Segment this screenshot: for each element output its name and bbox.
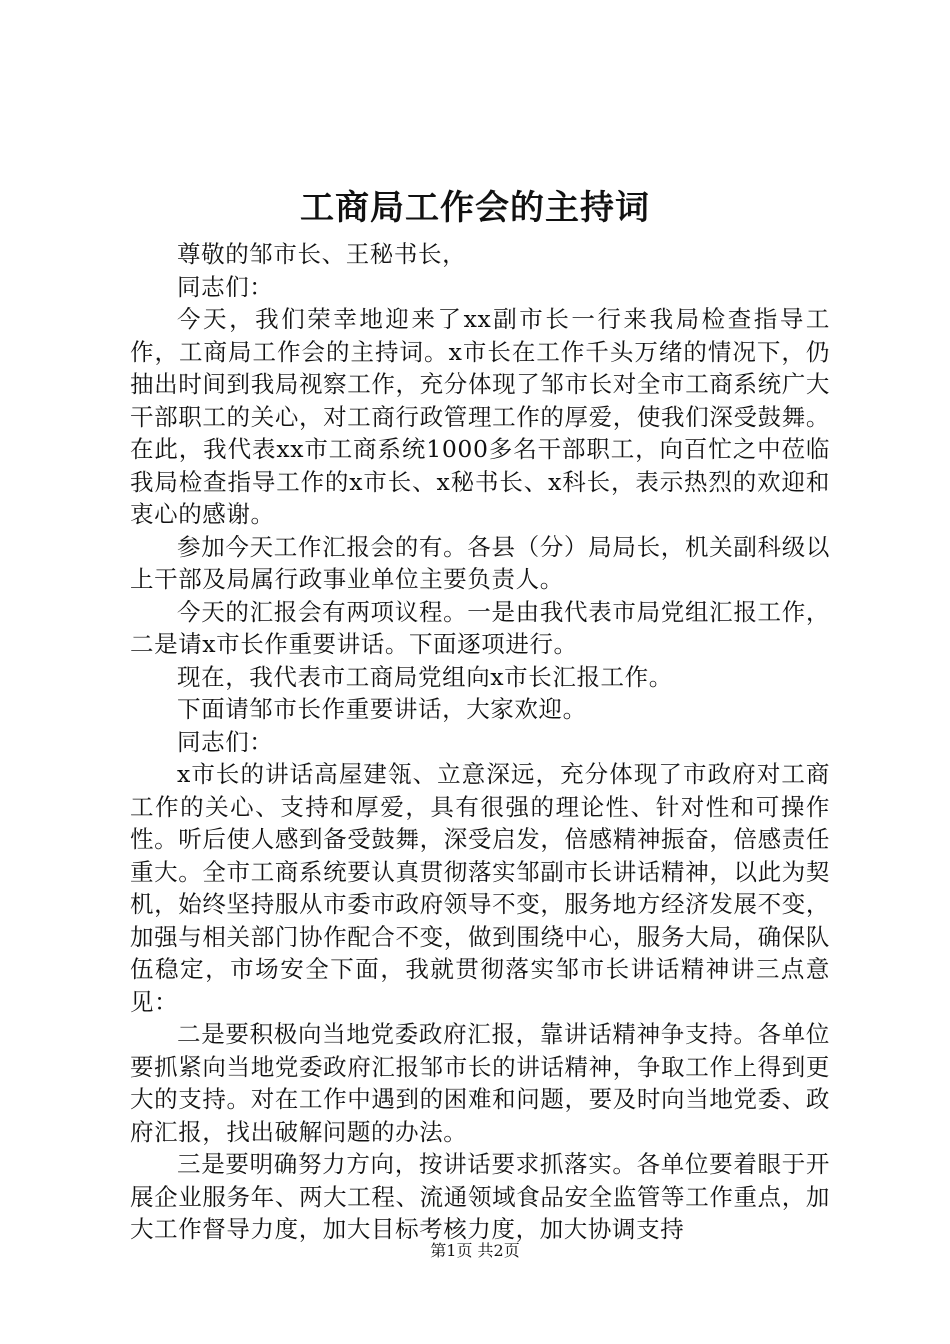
document-title: 工商局工作会的主持词 [300, 188, 650, 228]
paragraph: 参加今天工作汇报会的有。各县（分）局局长，机关副科级以上干部及局属行政事业单位主要负责人。 [130, 532, 830, 593]
paragraph: 现在，我代表市工商局党组向x市长汇报工作。 [177, 662, 673, 691]
greeting: 同志们： [177, 727, 274, 756]
paragraph: 下面请邹市长作重要讲话，大家欢迎。 [177, 695, 587, 723]
greeting: 同志们： [177, 272, 274, 301]
paragraph: 二是要积极向当地党委政府汇报，靠讲话精神争支持。各单位要抓紧向当地党委政府汇报邹市长的讲话精神，争取工作上得到更大的支持。对在工作中遇到的困难和问题，要及时向当地党委、政府汇报，找出破解问题的办法。 [130, 1020, 830, 1146]
paragraph: x市长的讲话高屋建瓴、立意深远，充分体现了市政府对工商工作的关心、支持和厚爱，具有很强的理论性、针对性和可操作性。听后使人感到备受鼓舞，深受启发，倍感精神振奋，倍感责任重大。全市工商系统要认真贯彻落实邹副市长讲话精神，以此为契机，始终坚持服从市委市政府领导不变，服务地方经济发展不变，加强与相关部门协作配合不变，做到围绕中心，服务大局，确保队伍稳定，市场安全下面，我就贯彻落实邹市长讲话精神讲三点意见： [130, 760, 830, 1016]
paragraph: 今天，我们荣幸地迎来了xx副市长一行来我局检查指导工作，工商局工作会的主持词。x市长在工作千头万绪的情况下，仍抽出时间到我局视察工作，充分体现了邹市长对全市工商系统广大干部职工的关心，对工商行政管理工作的厚爱，使我们深受鼓舞。在此，我代表xx市工商系统1000多名干部职工，向百忙之中莅临我局检查指导工作的x市长、x秘书长、x科长，表示热烈的欢迎和衷心的感谢。 [130, 305, 830, 528]
page-footer: 第1页 共2页 [430, 1241, 520, 1260]
salutation: 尊敬的邹市长、王秘书长， [177, 240, 467, 268]
paragraph: 三是要明确努力方向，按讲话要求抓落实。各单位要着眼于开展企业服务年、两大工程、流通领域食品安全监管等工作重点，加大工作督导力度，加大目标考核力度，加大协调支持 [130, 1150, 830, 1243]
paragraph: 今天的汇报会有两项议程。一是由我代表市局党组汇报工作，二是请x市长作重要讲话。下面逐项进行。 [130, 597, 830, 658]
document-body [130, 238, 830, 1246]
